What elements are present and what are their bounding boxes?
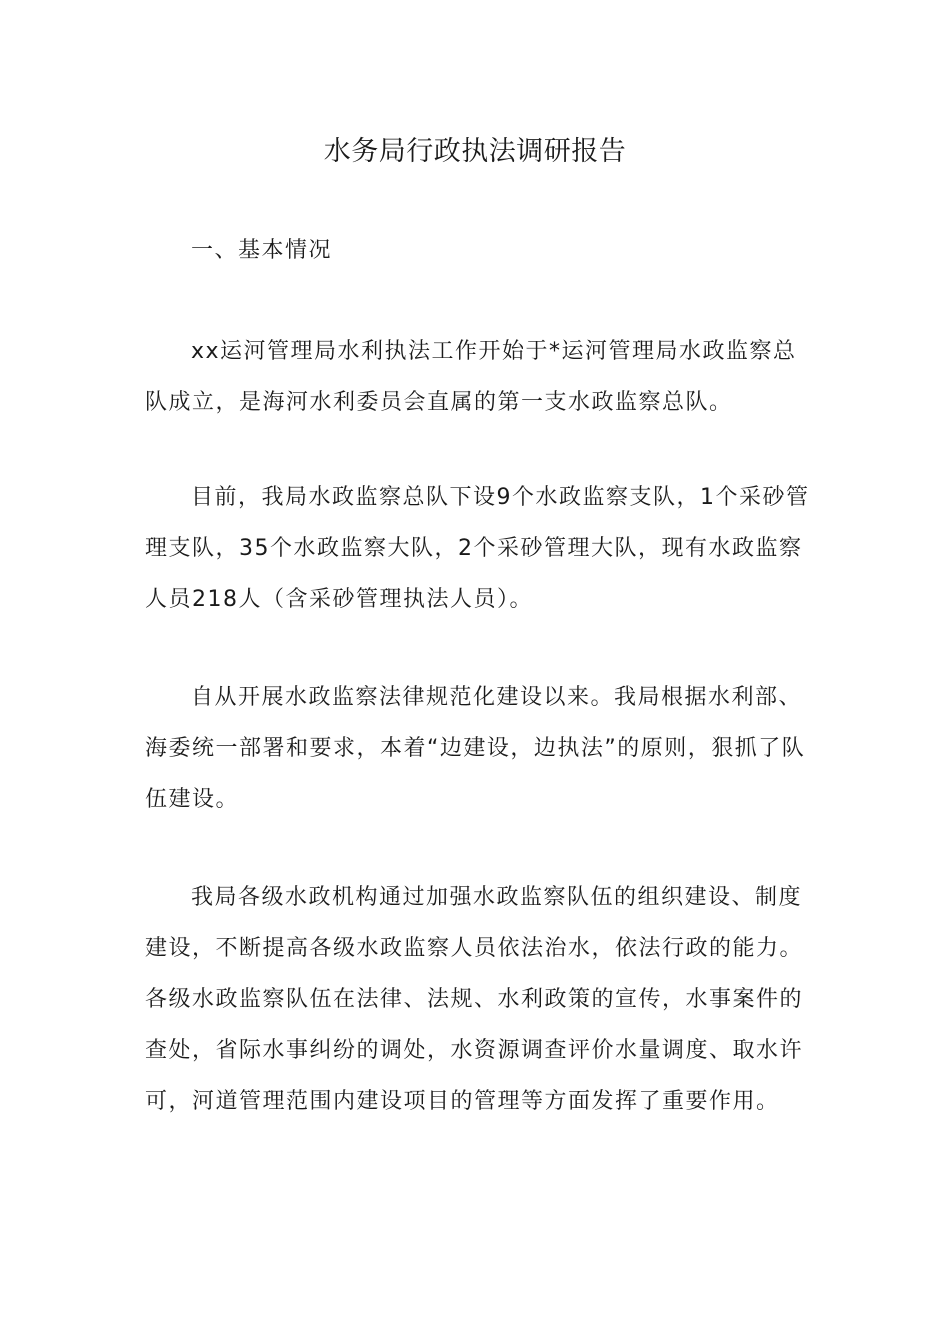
paragraph-4: 我局各级水政机构通过加强水政监察队伍的组织建设、制度建设，不断提高各级水政监察人员依法治水，依法行政的能力。各级水政监察队伍在法律、法规、水利政策的宣传，水事案件的查处，省际水事纠纷的调处，水资源调查评价水量调度、取水许可，河道管理范围内建设项目的管理等方面发挥了重要作用。	[145, 885, 804, 1114]
paragraph-3: 自从开展水政监察法律规范化建设以来。我局根据水利部、海委统一部署和要求，本着“边建设，边执法”的原则，狠抓了队伍建设。	[145, 685, 806, 812]
section-heading: 一、基本情况	[191, 238, 333, 263]
document-title: 水务局行政执法调研报告	[323, 136, 627, 167]
paragraph-2: 目前，我局水政监察总队下设9个水政监察支队，1个采砂管理支队，35个水政监察大队，2个采砂管理大队，现有水政监察人员218人（含采砂管理执法人员）。	[145, 485, 810, 612]
paragraph-1: xx运河管理局水利执法工作开始于*运河管理局水政监察总队成立，是海河水利委员会直属的第一支水政监察总队。	[145, 339, 797, 415]
